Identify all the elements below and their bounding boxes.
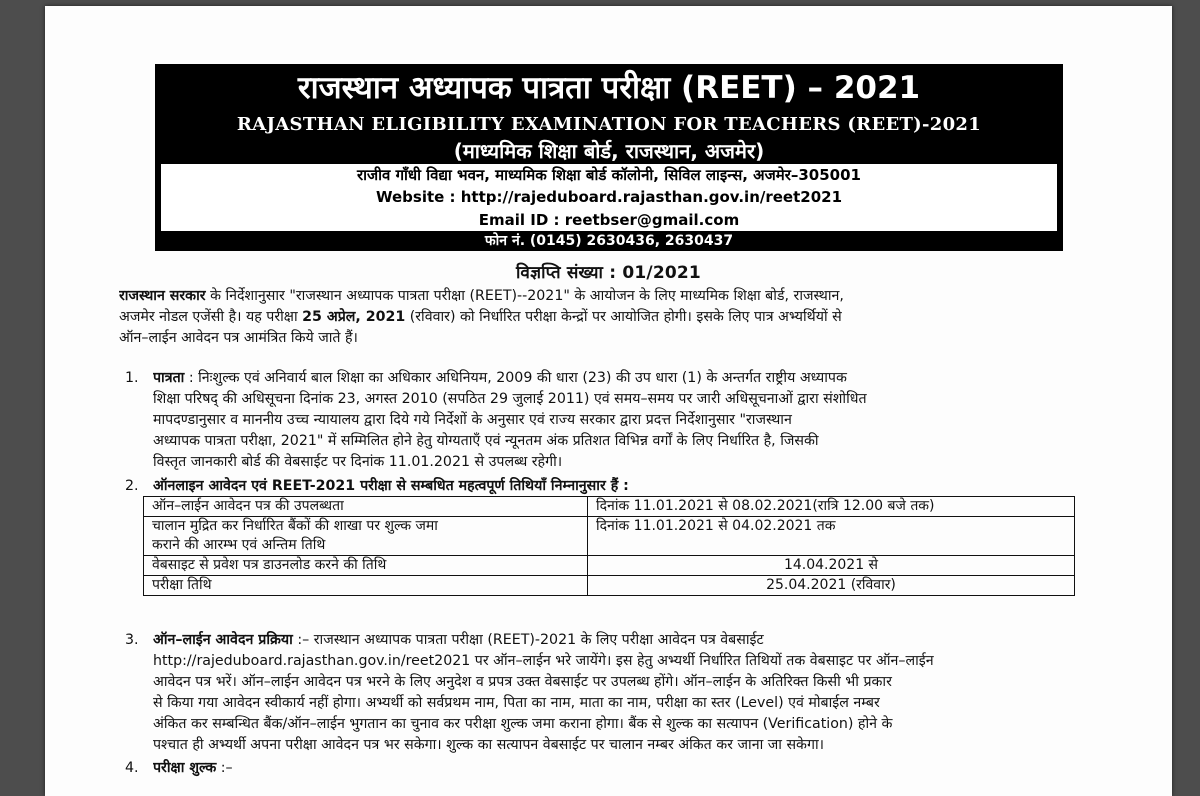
header-border-right <box>1057 164 1063 231</box>
section-3-line-4: से किया गया आवेदन स्वीकार्य नहीं होगा। अभ्यर्थी को सर्वप्रथम नाम, पिता का नाम, माता का नाम, परीक्षा का स्तर (Level) एवं मोबाईल नम्बर <box>153 695 880 711</box>
section-1-line-4: अध्यापक पात्रता परीक्षा, 2021" में सम्मिलित होने हेतु योग्यताएँ एवं न्यूनतम अंक प्रतिशत विभिन्न वर्गों के लिए निर्धारित है, जिसकी <box>153 433 819 449</box>
header-email: Email ID : reetbser@gmail.com <box>155 209 1063 231</box>
section-1-line-3: मापदण्डानुसार व माननीय उच्च न्यायालय द्वारा दिये गये निर्देशों के अनुसार एवं राज्य सरकार द्वारा प्रदत्त निर्देशानुसार "राजस्थान <box>153 412 792 428</box>
section-3-line-1 <box>153 630 1103 651</box>
table-cell-date: दिनांक 11.01.2021 से 04.02.2021 तक <box>588 517 1075 556</box>
document-page <box>45 6 1172 796</box>
intro-line-1 <box>119 286 1099 307</box>
header-title-english: RAJASTHAN ELIGIBILITY EXAMINATION FOR TEACHERS (REET)-2021 <box>155 112 1063 138</box>
header-border-left <box>155 164 161 231</box>
section-1-line-1-text: : निःशुल्क एवं अनिवार्य बाल शिक्षा का अधिकार अधिनियम, 2009 की धारा (23) की उप धारा (1) के अन्तर्गत राष्ट्रीय अध्यापक <box>184 370 847 386</box>
section-3-line-3: आवेदन पत्र भरें। ऑन–लाईन आवेदन पत्र भरने के लिए अनुदेश व प्रपत्र उक्त वेबसाईट पर उपलब्ध होंगे। ऑन–लाईन के अतिरिक्त किसी भी प्रकार <box>153 674 892 690</box>
section-1-line-5: विस्तृत जानकारी बोर्ड की वेबसाईट पर दिनांक 11.01.2021 से उपलब्ध रहेगी। <box>153 454 563 470</box>
header-address: राजीव गाँधी विद्या भवन, माध्यमिक शिक्षा बोर्ड कॉलोनी, सिविल लाइन्स, अजमेर–305001 <box>155 164 1063 186</box>
header-title-hindi: राजस्थान अध्यापक पात्रता परीक्षा (REET) – 2021 <box>155 64 1063 112</box>
intro-paragraph <box>119 286 1099 349</box>
intro-line-1-text: के निर्देशानुसार "राजस्थान अध्यापक पात्रता परीक्षा (REET)--2021" के आयोजन के लिए माध्यमिक शिक्षा बोर्ड, राजस्थान, <box>205 288 844 304</box>
table-cell-event: वेबसाइट से प्रवेश पत्र डाउनलोड करने की तिथि <box>144 556 588 576</box>
section-4-heading: परीक्षा शुल्क <box>153 760 217 776</box>
section-4-heading-rest: :– <box>216 760 233 776</box>
table-row <box>144 556 1075 576</box>
table-row <box>144 576 1075 596</box>
table-cell-date: 25.04.2021 (रविवार) <box>588 576 1075 596</box>
table-cell-event: ऑन–लाईन आवेदन पत्र की उपलब्धता <box>144 497 588 517</box>
table-cell-date: 14.04.2021 से <box>588 556 1075 576</box>
section-3-line-1-text: :– राजस्थान अध्यापक पात्रता परीक्षा (REET)-2021 के लिए परीक्षा आवेदन पत्र वेबसाईट <box>292 632 764 648</box>
section-3-online-process <box>153 630 1103 756</box>
table-cell-event: चालान मुद्रित कर निर्धारित बैंकों की शाखा पर शुल्क जमा कराने की आरम्भ एवं अन्तिम तिथि <box>144 517 588 556</box>
header-phone: फोन नं. (0145) 2630436, 2630437 <box>155 231 1063 251</box>
section-3-line-5: अंकित कर सम्बन्धित बैंक/ऑन–लाईन भुगतान का चुनाव कर परीक्षा शुल्क जमा कराना होगा। बैंक से शुल्क का सत्यापन (Verification) होने के <box>153 716 893 732</box>
section-3-number: 3. <box>125 632 139 648</box>
section-1-line-2: शिक्षा परिषद् की अधिसूचना दिनांक 23, अगस्त 2010 (सपठित 29 जुलाई 2011) एवं समय–समय पर जारी अधिसूचनाओं द्वारा संशोधित <box>153 391 867 407</box>
section-3-heading: ऑन–लाईन आवेदन प्रक्रिया <box>153 632 293 648</box>
section-1-heading: पात्रता <box>153 370 185 386</box>
section-2-number: 2. <box>125 478 139 494</box>
intro-line-2b: (रविवार) को निर्धारित परीक्षा केन्द्रों पर आयोजित होगी। इसके लिए पात्र अभ्यर्थियों से <box>405 309 842 325</box>
section-3-line-2: http://rajeduboard.rajasthan.gov.in/reet2021 पर ऑन–लाईन भरे जायेंगे। इस हेतु अभ्यर्थी निर्धारित तिथियों तक वेबसाइट पर ऑन–लाईन <box>153 653 934 669</box>
intro-line-2a: अजमेर नोडल एजेंसी है। यह परीक्षा <box>119 309 303 325</box>
section-1-eligibility <box>153 368 1103 473</box>
section-3-line-6: पश्चात ही अभ्यर्थी अपना परीक्षा आवेदन पत्र भर सकेगा। शुल्क का सत्यापन वेबसाईट पर चालान नम्बर अंकित कर जाना जा सकेगा। <box>153 737 824 753</box>
table-cell-event: परीक्षा तिथि <box>144 576 588 596</box>
exam-date-bold: 25 अप्रेल, 2021 <box>302 309 406 325</box>
intro-line-3: ऑन–लाईन आवेदन पत्र आमंत्रित किये जाते हैं। <box>119 330 358 346</box>
header-board-name: (माध्यमिक शिक्षा बोर्ड, राजस्थान, अजमेर) <box>155 138 1063 164</box>
header-website: Website : http://rajeduboard.rajasthan.gov.in/reet2021 <box>155 186 1063 209</box>
notice-number: विज्ञप्ति संख्या : 01/2021 <box>516 263 701 283</box>
intro-govt-bold: राजस्थान सरकार <box>119 288 206 304</box>
table-row <box>144 517 1075 556</box>
table-row <box>144 497 1075 517</box>
section-2-heading-text: ऑनलाइन आवेदन एवं REET-2021 परीक्षा से सम्बधित महत्वपूर्ण तिथियाँ निम्नानुसार हैं : <box>153 478 629 494</box>
section-2-heading <box>153 476 1053 497</box>
section-1-number: 1. <box>125 370 139 386</box>
table-cell-date: दिनांक 11.01.2021 से 08.02.2021(रात्रि 12.00 बजे तक) <box>588 497 1075 517</box>
important-dates-table <box>143 496 1075 596</box>
section-1-line-1 <box>153 368 1103 389</box>
intro-line-2 <box>119 307 1099 328</box>
section-4-number: 4. <box>125 760 139 776</box>
